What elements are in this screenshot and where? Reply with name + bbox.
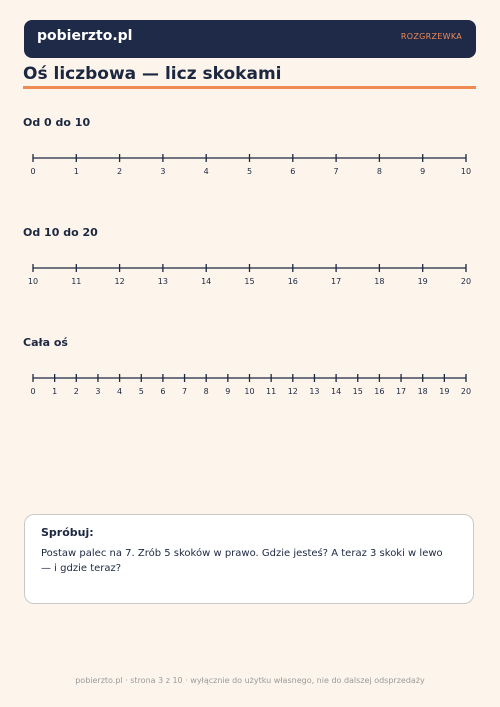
tick-label: 17 bbox=[395, 387, 407, 396]
tick-label: 11 bbox=[266, 387, 277, 396]
tick-label: 4 bbox=[203, 167, 209, 176]
number-line-svg bbox=[0, 260, 500, 290]
category-badge: ROZGRZEWKA bbox=[400, 32, 462, 41]
tick-label: 0 bbox=[30, 387, 36, 396]
tick-label: 12 bbox=[114, 277, 125, 286]
tick-label: 7 bbox=[333, 167, 339, 176]
site-logo[interactable]: pobierzto.pl bbox=[37, 28, 133, 44]
tick-label: 14 bbox=[201, 277, 212, 286]
tick-label: 9 bbox=[225, 387, 231, 396]
tick-label: 16 bbox=[374, 387, 385, 396]
section-label-full: Cała oś bbox=[23, 336, 68, 349]
tick-label: 2 bbox=[73, 387, 79, 396]
tick-label: 9 bbox=[420, 167, 426, 176]
site-header bbox=[24, 20, 476, 58]
tick-label: 13 bbox=[309, 387, 320, 396]
tick-label: 2 bbox=[117, 167, 123, 176]
try-it-text: Postaw palec na 7. Zrób 5 skoków w prawo. Gdzie jesteś? A teraz 3 skoki w lewo — i gdzie teraz? bbox=[41, 548, 443, 574]
tick-label: 18 bbox=[417, 387, 428, 396]
tick-label: 15 bbox=[352, 387, 363, 396]
tick-label: 10 bbox=[27, 277, 39, 286]
tick-label: 13 bbox=[157, 277, 168, 286]
number-line-10-20 bbox=[0, 260, 500, 290]
section-label-10-20: Od 10 do 20 bbox=[23, 226, 98, 239]
page-title: Oś liczbowa — licz skokami bbox=[23, 64, 282, 84]
number-line-svg bbox=[0, 370, 500, 400]
tick-label: 14 bbox=[331, 387, 342, 396]
tick-label: 11 bbox=[71, 277, 82, 286]
number-line-0-20 bbox=[0, 370, 500, 400]
tick-label: 19 bbox=[417, 277, 428, 286]
try-it-title: Spróbuj: bbox=[41, 526, 94, 539]
tick-label: 3 bbox=[160, 167, 166, 176]
tick-label: 3 bbox=[95, 387, 101, 396]
tick-label: 17 bbox=[331, 277, 342, 286]
tick-label: 0 bbox=[30, 167, 36, 176]
tick-label: 15 bbox=[244, 277, 255, 286]
tick-label: 6 bbox=[290, 167, 296, 176]
tick-label: 1 bbox=[52, 387, 58, 396]
tick-label: 19 bbox=[439, 387, 450, 396]
title-underline bbox=[23, 86, 476, 89]
tick-label: 8 bbox=[376, 167, 382, 176]
section-label-0-10: Od 0 do 10 bbox=[23, 116, 91, 129]
tick-label: 10 bbox=[460, 167, 472, 176]
tick-label: 20 bbox=[460, 387, 472, 396]
tick-label: 5 bbox=[138, 387, 144, 396]
tick-label: 7 bbox=[182, 387, 188, 396]
tick-label: 12 bbox=[287, 387, 298, 396]
tick-label: 16 bbox=[287, 277, 298, 286]
tick-label: 20 bbox=[460, 277, 472, 286]
tick-label: 18 bbox=[374, 277, 385, 286]
tick-label: 6 bbox=[160, 387, 166, 396]
tick-label: 5 bbox=[246, 167, 253, 176]
number-line-svg bbox=[0, 150, 500, 180]
tick-label: 1 bbox=[73, 167, 79, 176]
tick-label: 10 bbox=[244, 387, 255, 396]
tick-label: 8 bbox=[203, 387, 209, 396]
tick-label: 4 bbox=[117, 387, 123, 396]
number-line-0-10 bbox=[0, 150, 500, 180]
try-it-box bbox=[24, 514, 474, 604]
page-footer: pobierzto.pl · strona 3 z 10 · wyłącznie do użytku własnego, nie do dalszej odsprzedaży bbox=[75, 676, 425, 685]
